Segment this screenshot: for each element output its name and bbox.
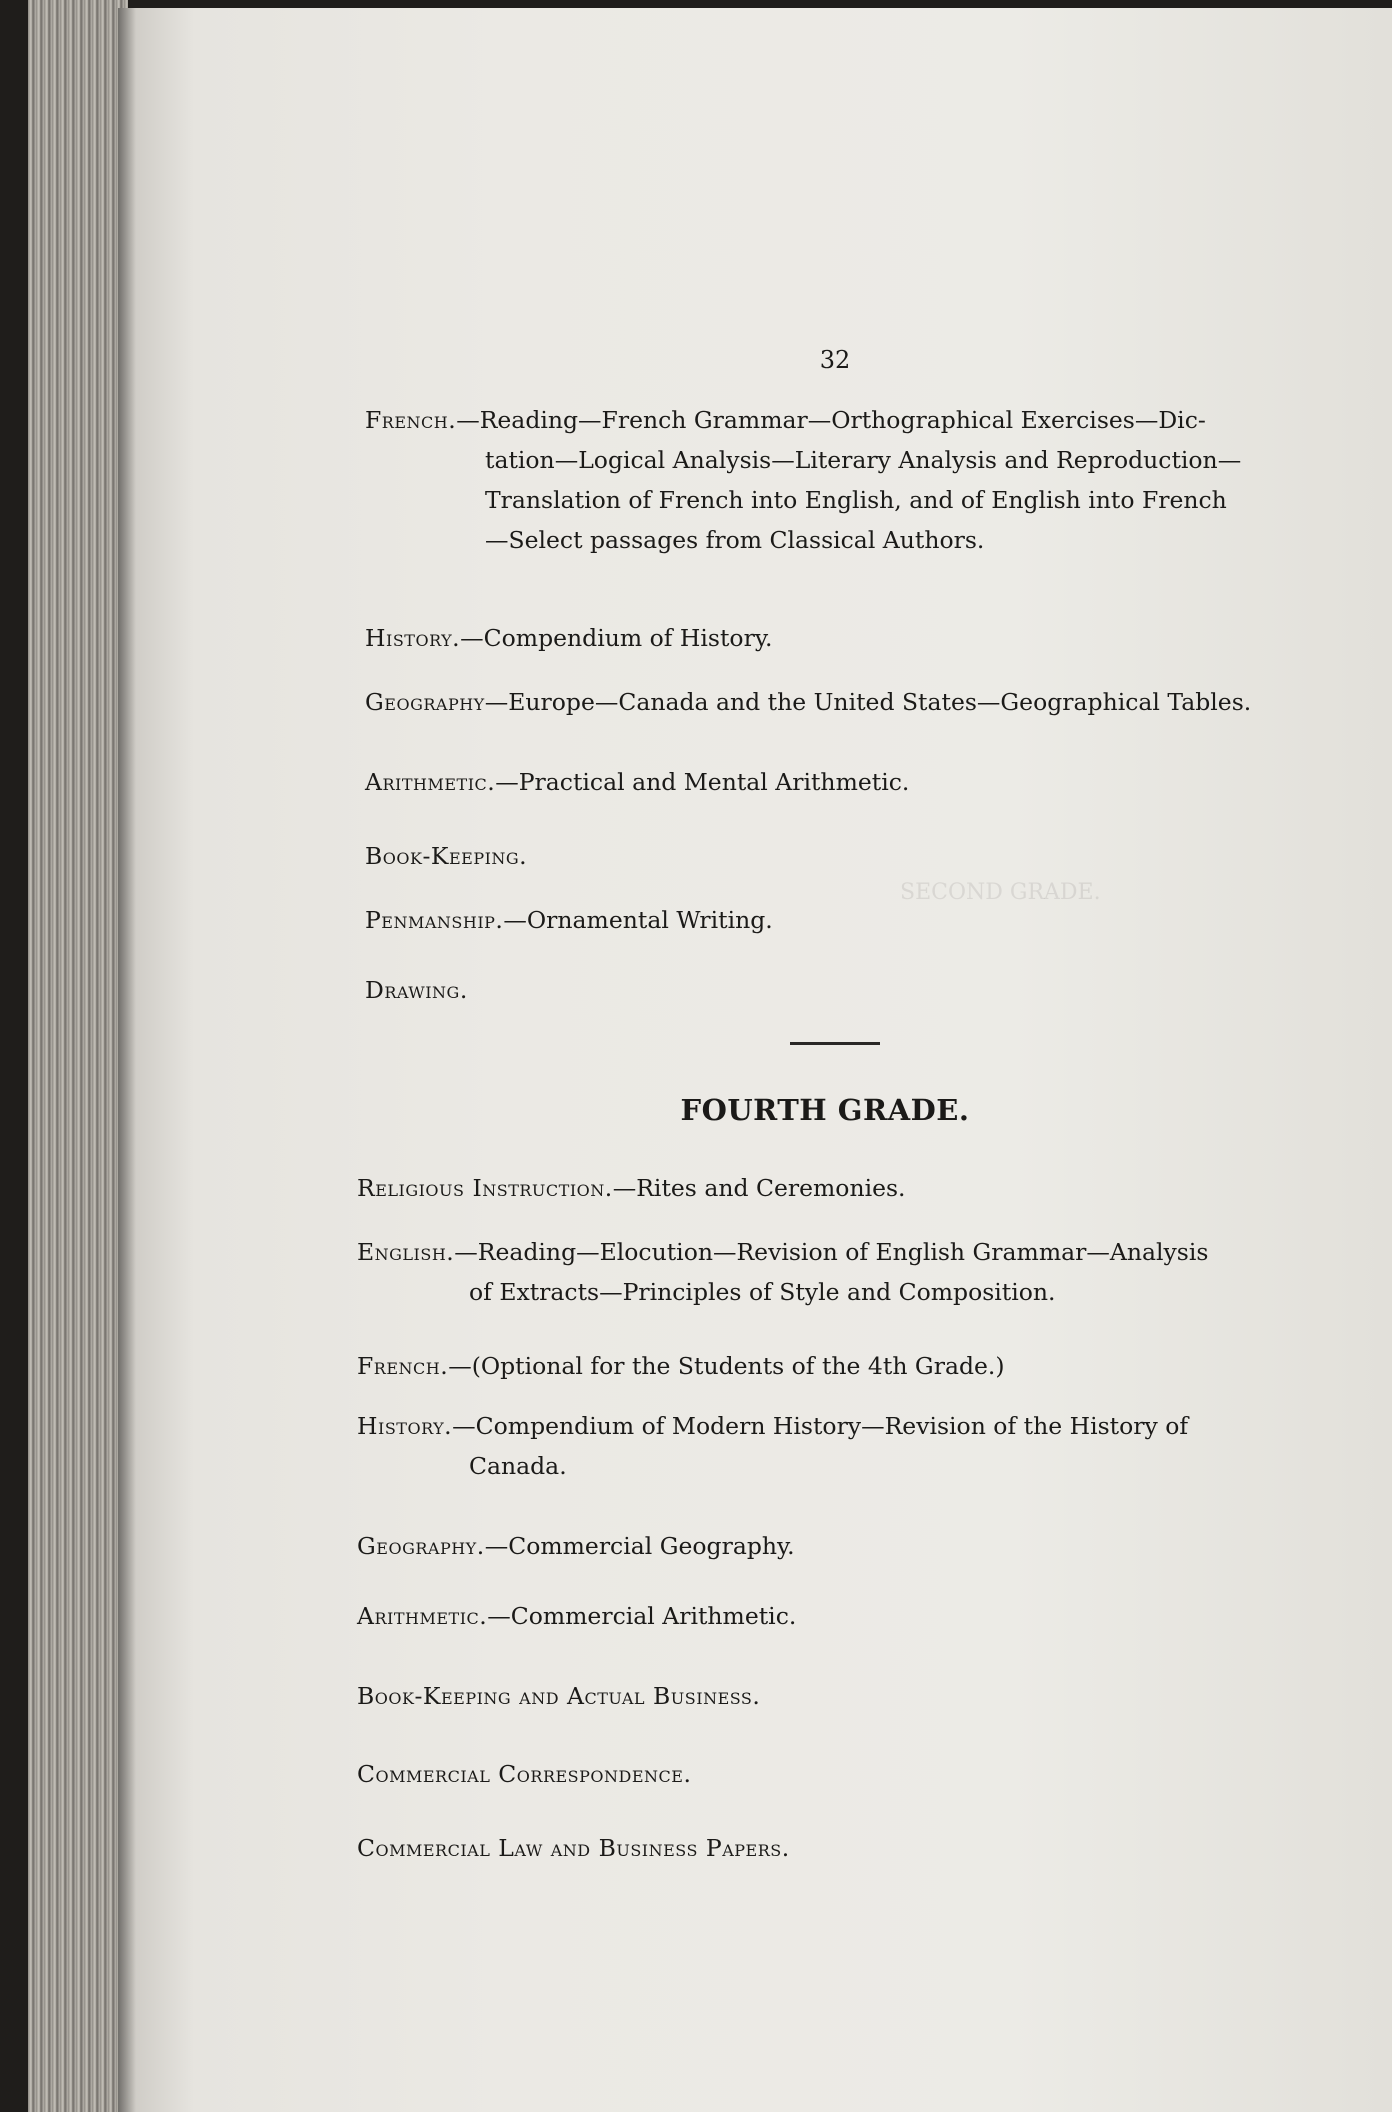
entry-label: Commercial Law and Business Papers.	[357, 1834, 790, 1862]
entry-history-modern	[357, 1406, 1297, 1486]
entry-label: Commercial Correspondence.	[357, 1760, 692, 1788]
page-sheet	[118, 8, 1392, 2112]
entry-english	[357, 1232, 1297, 1312]
entry-text: —Compendium of History.	[460, 624, 773, 652]
entry-text: —Commercial Geography.	[484, 1532, 795, 1560]
entry-text: —Ornamental Writing.	[503, 906, 773, 934]
page-edges	[28, 0, 128, 2112]
entry-text: of Extracts—Principles of Style and Composition.	[469, 1278, 1056, 1306]
entry-label: Geography.	[357, 1532, 485, 1560]
entry-label: History.	[357, 1412, 453, 1440]
entry-label: French.	[365, 406, 457, 434]
entry-label: Geography	[365, 688, 485, 716]
entry-text: —(Optional for the Students of the 4th Grade.)	[448, 1352, 1005, 1380]
entry-label: English.	[357, 1238, 455, 1266]
entry-text: Canada.	[469, 1452, 567, 1480]
entry-text: —Reading—Elocution—Revision of English Grammar—Analysis	[454, 1238, 1209, 1266]
entry-commercial-law	[357, 1828, 1297, 1868]
entry-french-optional	[357, 1346, 1297, 1386]
entry-arithmetic-commercial	[357, 1596, 1297, 1636]
entry-label: Drawing.	[365, 976, 468, 1004]
entry-book-keeping	[365, 836, 1305, 876]
entry-book-keeping-business	[357, 1676, 1297, 1716]
page-number: 32	[819, 346, 851, 374]
entry-french	[365, 400, 1305, 560]
entry-text: —Practical and Mental Arithmetic.	[495, 768, 910, 796]
entry-text: tation—Logical Analysis—Literary Analysis and Reproduction—	[485, 446, 1242, 474]
entry-text: Translation of French into English, and of English into French	[485, 486, 1227, 514]
entry-text: —Rites and Ceremonies.	[612, 1174, 906, 1202]
entry-label: Religious Instruction.	[357, 1174, 613, 1202]
entry-label: Penmanship.	[365, 906, 504, 934]
entry-label: Book-Keeping and Actual Business.	[357, 1682, 761, 1710]
entry-text: —Select passages from Classical Authors.	[485, 526, 985, 554]
entry-text: —Reading—French Grammar—Orthographical Exercises—Dic-	[456, 406, 1206, 434]
gutter-shadow	[118, 8, 136, 2112]
entry-label: French.	[357, 1352, 449, 1380]
entry-religious-instruction	[357, 1168, 1297, 1208]
entry-text: —Compendium of Modern History—Revision of the History of	[452, 1412, 1189, 1440]
entry-drawing	[365, 970, 1305, 1010]
entry-geography	[365, 682, 1305, 722]
entry-commercial-correspondence	[357, 1754, 1297, 1794]
entry-text: —Europe—Canada and the United States—Geographical Tables.	[484, 688, 1252, 716]
entry-penmanship	[365, 900, 1305, 940]
entry-label: Book-Keeping.	[365, 842, 528, 870]
section-heading: FOURTH GRADE.	[680, 1093, 970, 1127]
entry-label: Arithmetic.	[357, 1602, 488, 1630]
entry-geography-commercial	[357, 1526, 1297, 1566]
show-through: SECOND GRADE.	[900, 880, 1101, 905]
entry-text: —Commercial Arithmetic.	[487, 1602, 797, 1630]
entry-label: History.	[365, 624, 461, 652]
entry-label: Arithmetic.	[365, 768, 496, 796]
entry-arithmetic	[365, 762, 1305, 802]
entry-history	[365, 618, 1305, 658]
section-divider	[790, 1042, 880, 1045]
